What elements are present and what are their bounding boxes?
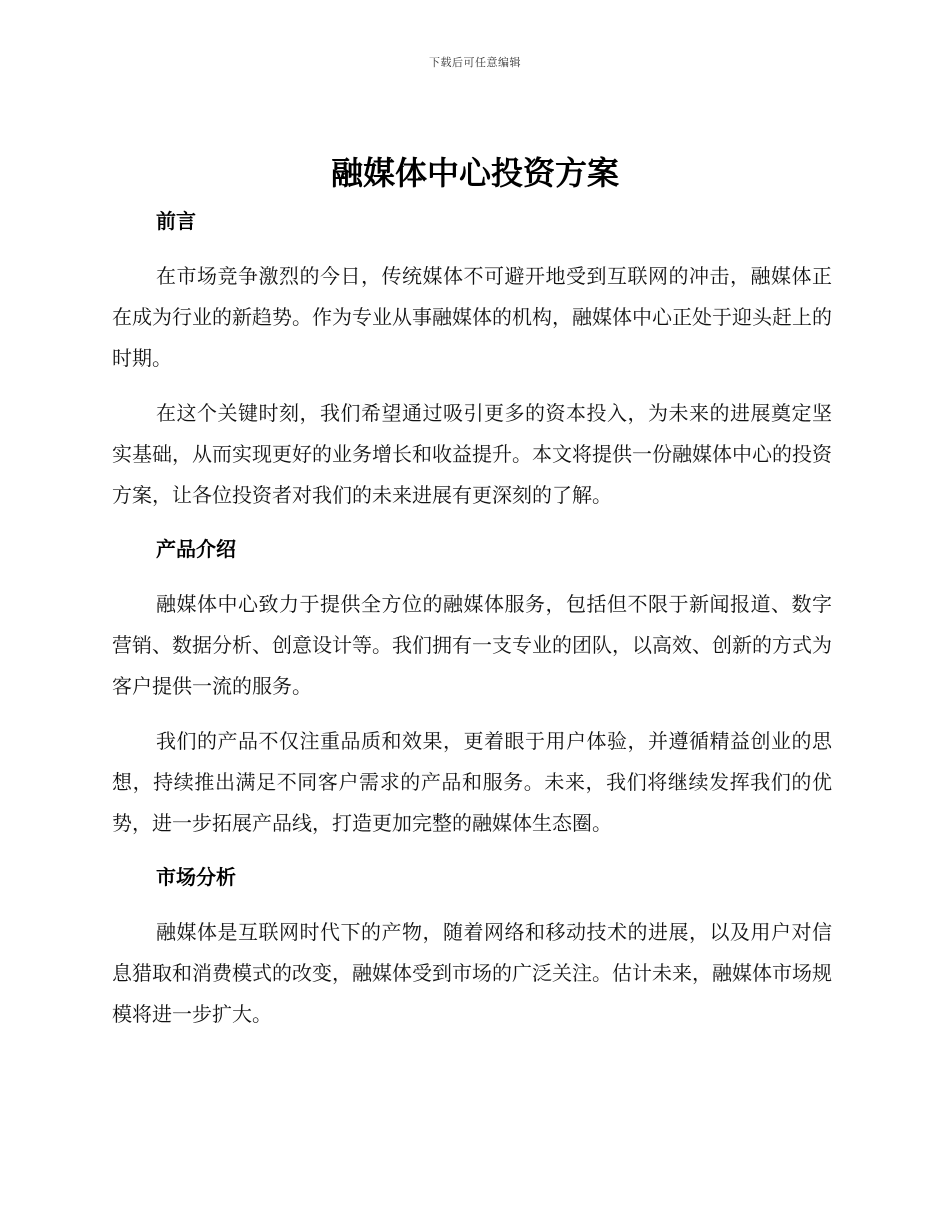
paragraph: 融媒体中心致力于提供全方位的融媒体服务，包括但不限于新闻报道、数字营销、数据分析、创意设计等。我们拥有一支专业的团队，以高效、创新的方式为客户提供一流的服务。 bbox=[112, 592, 832, 698]
paragraph: 在这个关键时刻，我们希望通过吸引更多的资本投入，为未来的进展奠定坚实基础，从而实现更好的业务增长和收益提升。本文将提供一份融媒体中心的投资方案，让各位投资者对我们的未来进展有更深刻的了解。 bbox=[112, 401, 832, 507]
document-title: 融媒体中心投资方案 bbox=[330, 154, 619, 192]
section-heading: 产品介绍 bbox=[156, 537, 236, 561]
paragraph: 在市场竞争激烈的今日，传统媒体不可避开地受到互联网的冲击，融媒体正在成为行业的新趋势。作为专业从事融媒体的机构，融媒体中心正处于迎头赶上的时期。 bbox=[112, 264, 832, 370]
section-product-intro bbox=[112, 528, 832, 844]
paragraph: 我们的产品不仅注重品质和效果，更着眼于用户体验，并遵循精益创业的思想，持续推出满足不同客户需求的产品和服务。未来，我们将继续发挥我们的优势，进一步拓展产品线，打造更加完整的融媒体生态圈。 bbox=[112, 729, 832, 835]
section-market-analysis bbox=[112, 856, 832, 1035]
paragraph: 融媒体是互联网时代下的产物，随着网络和移动技术的进展，以及用户对信息猎取和消费模式的改变，融媒体受到市场的广泛关注。估计未来，融媒体市场规模将进一步扩大。 bbox=[112, 920, 832, 1026]
header-note: 下载后可任意编辑 bbox=[429, 56, 521, 69]
document-body bbox=[112, 200, 832, 1035]
section-heading: 市场分析 bbox=[156, 865, 236, 889]
section-heading: 前言 bbox=[156, 209, 196, 233]
section-preface bbox=[112, 200, 832, 516]
